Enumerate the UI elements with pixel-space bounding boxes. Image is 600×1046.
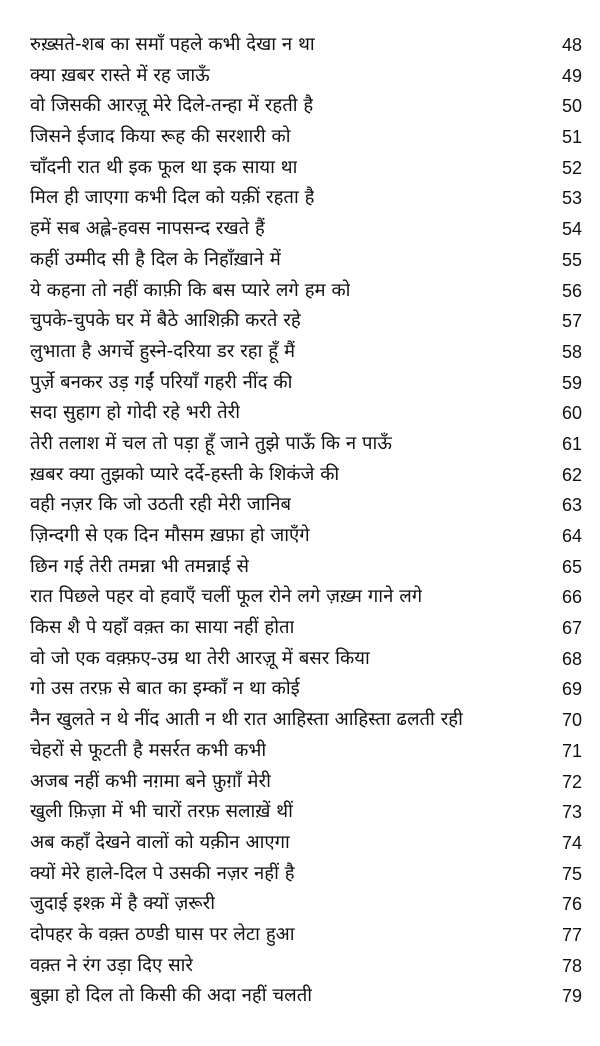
entry-title: चाँदनी रात थी इक फूल था इक साया था: [30, 156, 298, 178]
entry-title: अब कहाँ देखने वालों को यक़ीन आएगा: [30, 831, 290, 853]
page-number: 59: [561, 372, 582, 393]
page-number: 77: [561, 924, 582, 945]
page-number: 66: [561, 587, 582, 608]
page-number: 71: [561, 740, 582, 761]
toc-entry: [30, 245, 582, 276]
entry-title: वक़्त ने रंग उड़ा दिए सारे: [30, 954, 193, 976]
toc-entry: [30, 214, 582, 245]
page-number: 64: [561, 526, 582, 546]
page-number: 57: [561, 311, 582, 332]
page-number: 78: [561, 955, 582, 976]
page-number: 52: [561, 157, 582, 178]
entry-title: किस शै पे यहाँ वक़्त का साया नहीं होता: [30, 617, 295, 639]
toc-entry: [30, 736, 582, 767]
entry-title: रात पिछले पहर वो हवाएँ चलीं फूल रोने लगे ज़ख़्म गाने लगे: [30, 586, 423, 608]
entry-title: वो जिसकी आरज़ू मेरे दिले-तन्हा में रहती है: [30, 95, 314, 117]
entry-title: क्या ख़बर रास्ते में रह जाऊँ: [30, 64, 210, 86]
entry-title: खुली फ़िज़ा में भी चारों तरफ़ सलाख़ें थीं: [30, 801, 293, 823]
entry-title: कहीं उम्मीद सी है दिल के निहाँख़ाने में: [30, 248, 281, 270]
entry-title: दोपहर के वक़्त ठण्डी घास पर लेटा हुआ: [30, 923, 295, 945]
page-number: 61: [561, 433, 582, 454]
toc-entry: [30, 951, 582, 982]
entry-title: अजब नहीं कभी नग़मा बने फ़ुग़ाँ मेरी: [30, 770, 271, 792]
page-number: 72: [561, 771, 582, 792]
toc-entry: [30, 521, 582, 552]
entry-title: तेरी तलाश में चल तो पड़ा हूँ जाने तुझे पाऊँ कि न पाऊँ: [30, 432, 392, 454]
toc-entry: [30, 122, 582, 153]
entry-title: जिसने ईजाद किया रूह की सरशारी को: [30, 126, 291, 148]
entry-title: चुपके-चुपके घर में बैठे आशिक़ी करते रहे: [30, 310, 301, 332]
entry-title: चेहरों से फूटती है मसर्रत कभी कभी: [30, 739, 267, 761]
toc-entry: [30, 705, 582, 736]
entry-title: वही नज़र कि जो उठती रही मेरी जानिब: [30, 494, 292, 516]
page-number: 79: [561, 986, 582, 1007]
entry-title: वो जो एक वक़्फ़ए-उम्र था तेरी आरज़ू में बसर किया: [30, 647, 370, 669]
entry-title: ख़बर क्या तुझको प्यारे दर्दे-हस्ती के शिकंजे की: [30, 463, 340, 485]
page-number: 76: [561, 894, 582, 915]
toc-entry: [30, 644, 582, 675]
toc-entry: [30, 183, 582, 214]
entry-title: गो उस तरफ़ से बात का इम्काँ न था कोई: [30, 678, 300, 700]
toc-entry: [30, 30, 582, 61]
page-number: 48: [561, 35, 582, 55]
page-number: 63: [561, 495, 582, 516]
toc-entry: [30, 613, 582, 644]
entry-title: जुदाई इश्क़ में है क्यों ज़रूरी: [30, 893, 216, 915]
page-number: 67: [561, 618, 582, 639]
toc-entry: [30, 797, 582, 828]
toc-entry: [30, 889, 582, 920]
toc-entry: [30, 552, 582, 583]
toc-entry: [30, 490, 582, 521]
page-number: 56: [561, 280, 582, 301]
entry-title: ये कहना तो नहीं काफ़ी कि बस प्यारे लगे हम को: [30, 279, 351, 301]
toc-entry: [30, 674, 582, 705]
entry-title: हमें सब अह्ले-हवस नापसन्द रखते हैं: [30, 218, 265, 240]
page-number: 68: [561, 648, 582, 669]
page-number: 53: [561, 188, 582, 209]
page-number: 73: [561, 802, 582, 823]
toc-entry: [30, 767, 582, 798]
entry-title: लुभाता है अगर्चे हुस्ने-दरिया डर रहा हूँ मैं: [30, 340, 296, 362]
toc-entry: [30, 582, 582, 613]
table-of-contents: [30, 30, 582, 1012]
toc-entry: [30, 276, 582, 307]
toc-entry: [30, 859, 582, 890]
toc-entry: [30, 337, 582, 368]
page-number: 50: [561, 96, 582, 117]
page-number: 54: [561, 219, 582, 240]
toc-entry: [30, 828, 582, 859]
page-number: 69: [561, 679, 582, 700]
entry-title: रुख़्सते-शब का समाँ पहले कभी देखा न था: [30, 34, 315, 55]
toc-entry: [30, 981, 582, 1012]
entry-title: पुर्ज़े बनकर उड़ गईं परियाँ गहरी नींद की: [30, 371, 293, 393]
page-number: 75: [561, 863, 582, 884]
entry-title: मिल ही जाएगा कभी दिल को यक़ीं रहता है: [30, 187, 315, 209]
page-number: 74: [561, 832, 582, 853]
toc-entry: [30, 368, 582, 399]
entry-title: ज़िन्दगी से एक दिन मौसम ख़फ़ा हो जाएँगे: [30, 525, 310, 546]
entry-title: सदा सुहाग हो गोदी रहे भरी तेरी: [30, 402, 241, 424]
entry-title: छिन गई तेरी तमन्ना भी तमन्नाई से: [30, 555, 249, 577]
entry-title: बुझा हो दिल तो किसी की अदा नहीं चलती: [30, 985, 313, 1007]
toc-entry: [30, 429, 582, 460]
entry-title: क्यों मेरे हाले-दिल पे उसकी नज़र नहीं है: [30, 862, 295, 884]
page-number: 49: [561, 65, 582, 86]
toc-entry: [30, 153, 582, 184]
entry-title: नैन खुलते न थे नींद आती न थी रात आहिस्ता आहिस्ता ढलती रही: [30, 709, 463, 731]
page-number: 62: [561, 464, 582, 485]
toc-entry: [30, 306, 582, 337]
toc-entry: [30, 398, 582, 429]
page-number: 60: [561, 403, 582, 424]
page-number: 55: [561, 249, 582, 270]
page-number: 58: [561, 341, 582, 362]
page-number: 51: [561, 127, 582, 148]
toc-entry: [30, 91, 582, 122]
toc-entry: [30, 61, 582, 92]
page-number: 70: [561, 710, 582, 731]
toc-entry: [30, 460, 582, 491]
page-number: 65: [561, 556, 582, 577]
toc-entry: [30, 920, 582, 951]
